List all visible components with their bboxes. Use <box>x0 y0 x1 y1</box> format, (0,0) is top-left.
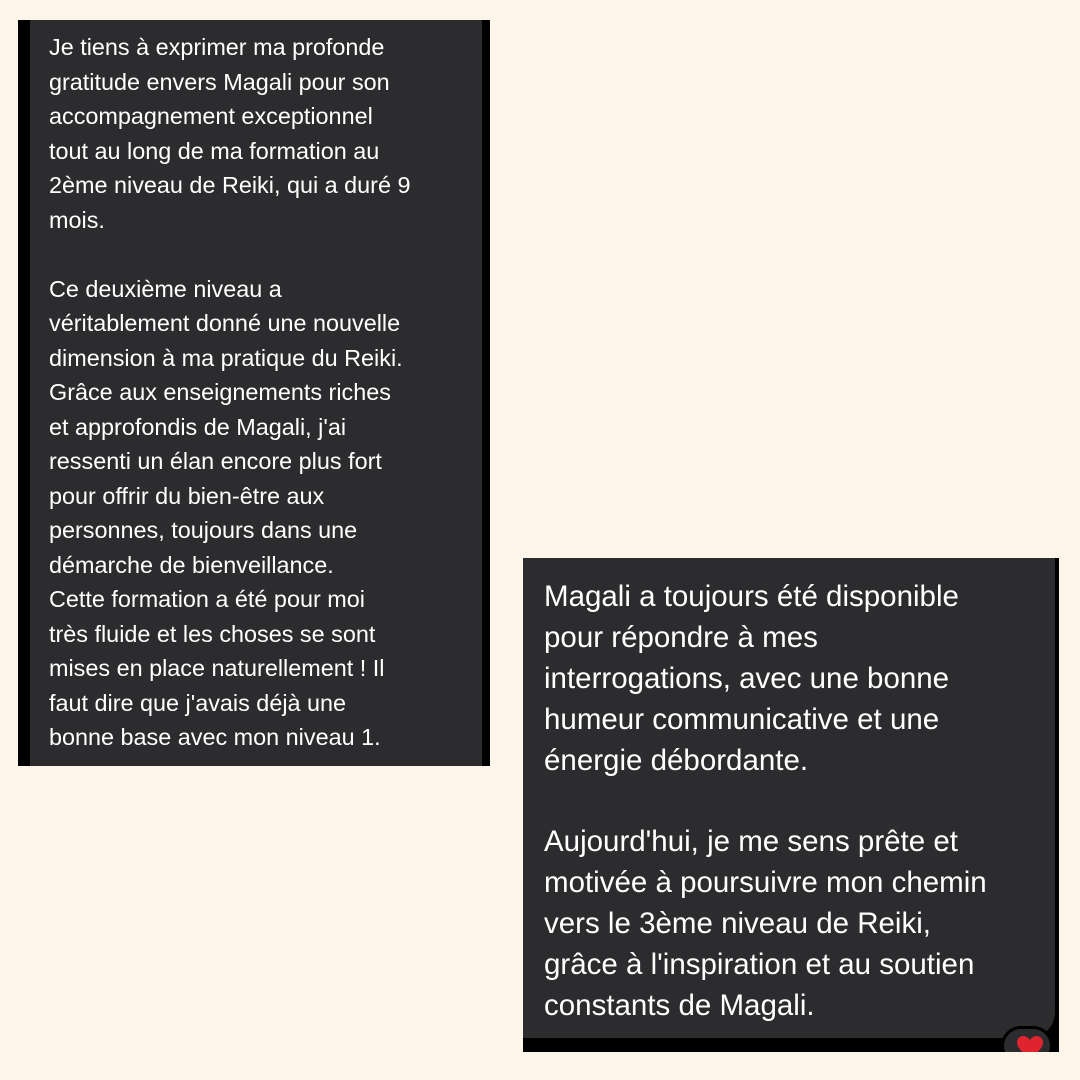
screenshot-left <box>18 20 490 766</box>
message-line: très fluide et les choses se sont <box>49 620 376 647</box>
red-heart-icon <box>1016 1035 1044 1052</box>
message-line: gratitude envers Magali pour son <box>49 68 390 95</box>
screenshot-right <box>523 558 1059 1052</box>
reaction-badge[interactable] <box>1001 1026 1053 1052</box>
message-line: pour offrir du bien-être aux <box>49 482 325 509</box>
message-line: 2ème niveau de Reiki, qui a duré 9 <box>49 172 411 198</box>
message-line: véritablement donné une nouvelle <box>49 310 401 336</box>
message-paragraph-1 <box>49 30 462 237</box>
message-paragraph-2 <box>49 272 462 755</box>
message-line: bonne base avec mon niveau 1. <box>49 724 381 750</box>
message-line: dimension à ma pratique du Reiki. <box>49 344 403 371</box>
message-paragraph-1 <box>544 577 1043 782</box>
message-line: interrogations, avec une bonne <box>544 661 950 695</box>
message-line: et approfondis de Magali, j'ai <box>49 413 347 440</box>
message-bubble-right[interactable] <box>523 558 1055 1038</box>
message-bubble-left[interactable] <box>30 20 482 766</box>
message-line: ressenti un élan encore plus fort <box>49 448 382 474</box>
message-line: tout au long de ma formation au <box>49 137 380 164</box>
message-line: constants de Magali. <box>544 989 815 1023</box>
message-paragraph-2 <box>544 822 1043 1027</box>
message-line: mises en place naturellement ! Il <box>49 655 385 681</box>
message-line: vers le 3ème niveau de Reiki, <box>544 907 931 941</box>
message-line: mois. <box>49 206 105 233</box>
message-line: pour répondre à mes <box>544 620 818 654</box>
message-line: faut dire que j'avais déjà une <box>49 689 347 716</box>
message-line: Aujourd'hui, je me sens prête et <box>544 825 958 859</box>
message-line: démarche de bienveillance. <box>49 551 334 578</box>
message-line: personnes, toujours dans une <box>49 517 358 543</box>
message-line: Cette formation a été pour moi <box>49 586 365 612</box>
message-line: Je tiens à exprimer ma profonde <box>49 34 385 60</box>
message-line: Ce deuxième niveau a <box>49 275 282 302</box>
message-line: humeur communicative et une <box>544 702 940 736</box>
message-line: motivée à poursuivre mon chemin <box>544 866 987 900</box>
message-line: Magali a toujours été disponible <box>544 580 959 613</box>
message-line: grâce à l'inspiration et au soutien <box>544 948 975 982</box>
message-line: énergie débordante. <box>544 743 809 777</box>
message-line: Grâce aux enseignements riches <box>49 379 391 405</box>
message-line: accompagnement exceptionnel <box>49 103 373 129</box>
